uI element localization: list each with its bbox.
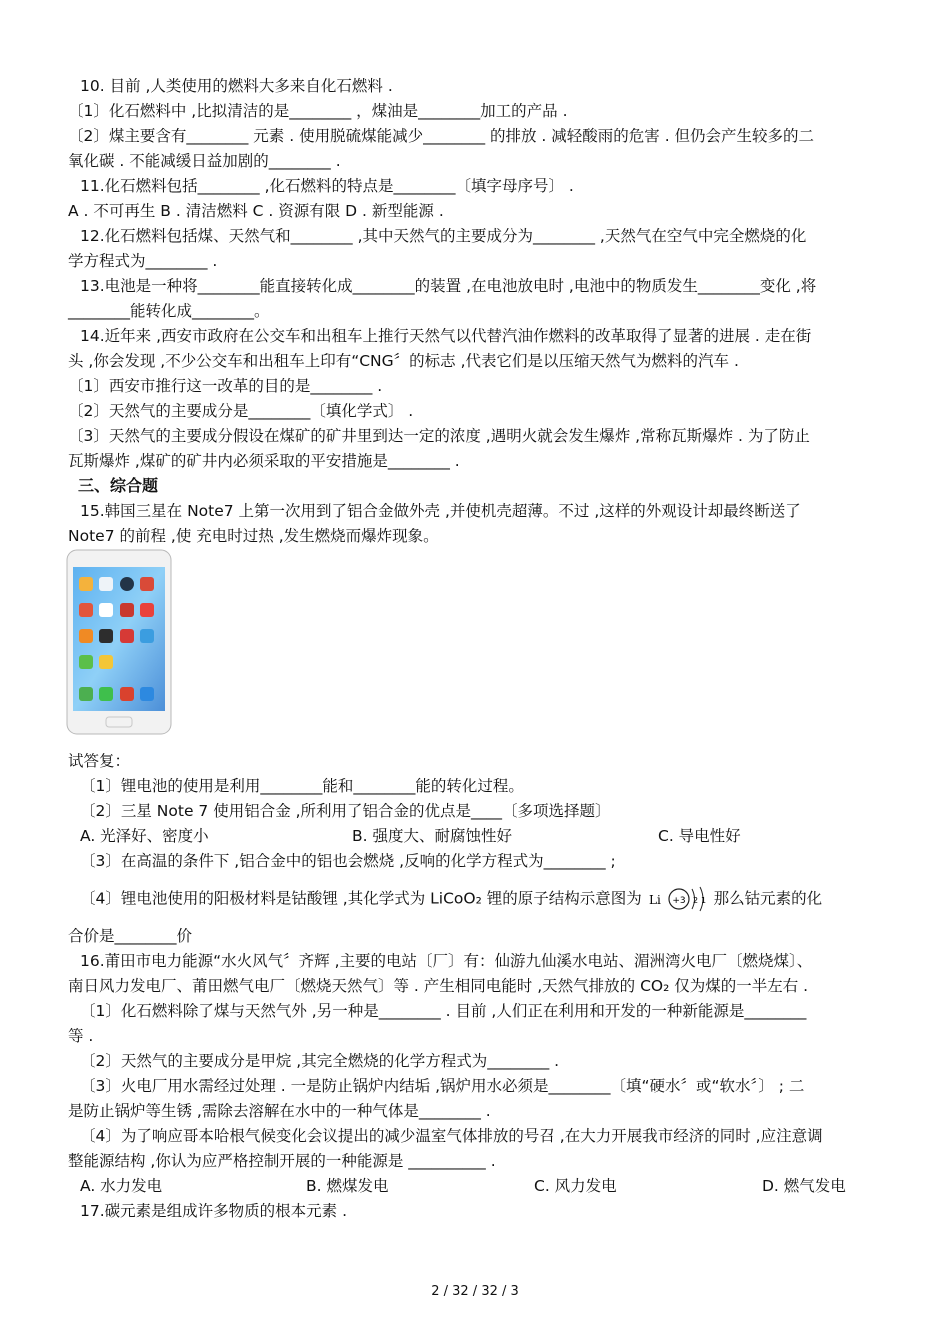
q12-stem-cont: 学方程式为________ .: [68, 252, 218, 270]
atom-symbol: Li: [648, 893, 661, 907]
q16-stem-cont: 南日风力发电厂、莆田燃气电厂〔燃烧天然气〕等 . 产生相同电能时 ,天然气排放的 CO₂ 仅为煤的一半左右 .: [68, 977, 809, 995]
q16-option-d: D. 燃气发电: [762, 1177, 846, 1195]
q15-part3: 〔3〕在高温的条件下 ,铝合金中的铝也会燃烧 ,反响的化学方程式为________ ;: [80, 852, 616, 870]
q10-part1: 〔1〕化石燃料中 ,比拟清洁的是________ ，煤油是________加工的产品 .: [68, 102, 568, 120]
q14-part3: 〔3〕天然气的主要成分假设在煤矿的矿井里到达一定的浓度 ,遇明火就会发生爆炸 ,常称瓦斯爆炸 . 为了防止: [68, 427, 810, 445]
q16-option-b: B. 燃煤发电: [306, 1177, 389, 1195]
atom-nucleus: +3: [672, 896, 686, 906]
q14-part1: 〔1〕西安市推行这一改革的目的是________ .: [68, 377, 383, 395]
q14-part3-cont: 瓦斯爆炸 ,煤矿的矿井内必须采取的平安措施是________ .: [68, 452, 460, 470]
q16-part3-cont: 是防止锅炉等生锈 ,需除去溶解在水中的一种气体是________ .: [68, 1102, 491, 1120]
q10-part2: 〔2〕煤主要含有________ 元素 . 使用脱硫煤能减少________ 的排放 . 减轻酸雨的危害 . 但仍会产生较多的二: [68, 127, 815, 145]
q16-option-a: A. 水力发电: [80, 1177, 163, 1195]
q11-options: A . 不可再生 B . 清洁燃料 C . 资源有限 D . 新型能源 .: [68, 202, 444, 220]
q14-stem: 14.近年来 ,西安市政府在公交车和出租车上推行天然气以代替汽油作燃料的改革取得了显著的进展 . 走在街: [80, 327, 812, 345]
q15-answer-prompt: 试答复：: [68, 752, 131, 770]
q15-option-a: A. 光泽好、密度小: [80, 827, 209, 845]
q14-part2: 〔2〕天然气的主要成分是________〔填化学式〕 .: [68, 402, 414, 420]
q16-part1-cont: 等 .: [68, 1027, 94, 1045]
atom-shell-2: 1: [700, 896, 706, 905]
q13-stem-cont: ________能转化成________。: [68, 302, 270, 320]
q15-stem: 15.韩国三星在 Note7 上第一次用到了铝合金做外壳 ,并使机壳超薄。不过 ,这样的外观设计却最终断送了: [80, 502, 801, 520]
q15-part1: 〔1〕锂电池的使用是利用________能和________能的转化过程。: [80, 777, 524, 795]
q15-stem-cont: Note7 的前程 ,使 充电时过热 ,发生燃烧而爆炸现象。: [68, 527, 439, 545]
q17-stem: 17.碳元素是组成许多物质的根本元素 .: [80, 1202, 348, 1220]
q10-part2-cont: 氧化碳 . 不能减缓日益加剧的________ .: [68, 152, 341, 170]
q16-option-c: C. 风力发电: [534, 1177, 617, 1195]
lithium-atom-diagram: [647, 884, 709, 914]
q14-stem-cont: 头 ,你会发现 ,不少公交车和出租车上印有“CNG〞的标志 ,代表它们是以压缩天然气为燃料的汽车 .: [68, 352, 739, 370]
q15-part4-text-cont: 那么钴元素的化: [713, 889, 823, 908]
section-heading: 三、综合题: [78, 476, 159, 495]
q16-part4-cont: 整能源结构 ,你认为应严格控制开展的一种能源是 __________ .: [68, 1152, 496, 1170]
q16-part3: 〔3〕火电厂用水需经过处理 . 一是防止锅炉内结垢 ,锅炉用水必须是________〔填“硬水〞或“软水〞〕 ; 二: [80, 1077, 805, 1095]
q12-stem: 12.化石燃料包括煤、天然气和________ ,其中天然气的主要成分为________ ,天然气在空气中完全燃烧的化: [80, 227, 807, 245]
q16-stem: 16.莆田市电力能源“水火风气〞齐辉 ,主要的电站〔厂〕有：仙游九仙溪水电站、湄洲湾火电厂〔燃烧煤〕、: [80, 952, 813, 970]
page-number: 2 / 32 / 32 / 3: [431, 1284, 519, 1299]
q10-stem: 10. 目前 ,人类使用的燃料大多来自化石燃料 .: [80, 77, 393, 95]
q15-part4-cont: 合价是________价: [68, 927, 193, 945]
q15-option-c: C. 导电性好: [658, 827, 741, 845]
q15-part4: [80, 884, 822, 914]
phone-image: [66, 549, 172, 735]
q16-part2: 〔2〕天然气的主要成分是甲烷 ,其完全燃烧的化学方程式为________ .: [80, 1052, 560, 1070]
q11-stem: 11.化石燃料包括________ ,化石燃料的特点是________〔填字母序号〕 .: [80, 177, 574, 195]
q16-part4: 〔4〕为了响应哥本哈根气候变化会议提出的减少温室气体排放的号召 ,在大力开展我市经济的同时 ,应注意调: [80, 1127, 823, 1145]
atom-shell-1: 2: [692, 896, 698, 905]
q15-part4-text: 〔4〕锂电池使用的阳极材料是钴酸锂 ,其化学式为 LiCoO₂ 锂的原子结构示意图为: [80, 889, 642, 908]
q15-part2: 〔2〕三星 Note 7 使用铝合金 ,所利用了铝合金的优点是____〔多项选择题〕: [80, 802, 611, 820]
q15-option-b: B. 强度大、耐腐蚀性好: [352, 827, 512, 845]
q13-stem: 13.电池是一种将________能直接转化成________的装置 ,在电池放电时 ,电池中的物质发生________变化 ,将: [80, 277, 817, 295]
q16-part1: 〔1〕化石燃料除了煤与天然气外 ,另一种是________ . 目前 ,人们正在利用和开发的一种新能源是________: [80, 1002, 807, 1020]
